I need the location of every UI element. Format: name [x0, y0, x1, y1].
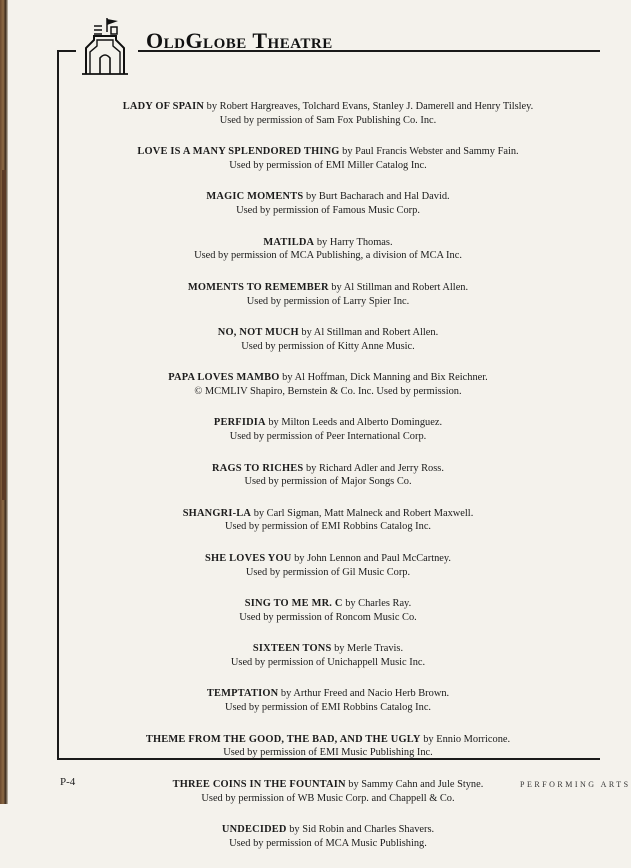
credit-entry	[60, 145, 596, 173]
permission-note: Used by permission of EMI Miller Catalog Inc.	[229, 159, 427, 171]
credit-entry	[60, 236, 596, 264]
song-authors: by Sid Robin and Charles Shavers.	[286, 824, 435, 835]
song-authors: by Carl Sigman, Matt Malneck and Robert Maxwell.	[251, 507, 474, 519]
permission-note: Used by permission of Sam Fox Publishing Co. Inc.	[219, 114, 437, 126]
credit-entry	[60, 552, 596, 580]
song-authors: by Burt Bacharach and Hal David.	[303, 191, 450, 203]
credit-entry	[60, 190, 596, 218]
credit-entry	[60, 823, 596, 851]
song-authors: by Al Stillman and Robert Allen.	[328, 281, 469, 293]
song-authors: by Ennio Morricone.	[420, 733, 511, 745]
song-authors: by Harry Thomas.	[314, 236, 393, 248]
permission-note: Used by permission of Kitty Anne Music.	[241, 340, 415, 352]
music-credits-list	[60, 100, 596, 868]
permission-note: Used by permission of WB Music Corp. and Chappell & Co.	[201, 792, 455, 804]
old-globe-building-icon	[80, 16, 130, 76]
song-title: NO, NOT MUCH	[217, 326, 299, 338]
song-authors: by Milton Leeds and Alberto Dominguez.	[265, 417, 443, 429]
credit-entry	[60, 326, 596, 354]
song-title: MAGIC MOMENTS	[206, 191, 304, 203]
credit-entry	[60, 100, 596, 128]
credit-entry	[60, 733, 596, 761]
song-title: SIXTEEN TONS	[252, 643, 332, 655]
credit-entry	[60, 371, 596, 399]
song-authors: by Al Stillman and Robert Allen.	[298, 326, 439, 338]
credit-entry	[60, 462, 596, 490]
permission-note: Used by permission of EMI Robbins Catalog Inc.	[224, 702, 432, 714]
permission-note: Used by permission of EMI Music Publishing Inc.	[223, 747, 433, 759]
song-title: LOVE IS A MANY SPLENDORED THING	[137, 146, 340, 158]
song-authors: by Paul Francis Webster and Sammy Fain.	[339, 146, 519, 158]
song-title: THREE COINS IN THE FOUNTAIN	[172, 778, 346, 790]
permission-note: Used by permission of Peer International Corp.	[229, 431, 427, 443]
song-title: SHE LOVES YOU	[204, 552, 292, 564]
song-authors: by Richard Adler and Jerry Ross.	[303, 462, 444, 474]
song-authors: by John Lennon and Paul McCartney.	[291, 552, 452, 564]
song-title: PERFIDIA	[213, 417, 266, 429]
credit-entry	[60, 416, 596, 444]
credit-entry	[60, 642, 596, 670]
credit-entry	[60, 281, 596, 309]
credit-entry	[60, 778, 596, 806]
song-title: SHANGRI-LA	[182, 507, 252, 519]
song-authors: by Arthur Freed and Nacio Herb Brown.	[278, 688, 450, 700]
permission-note: Used by permission of Famous Music Corp.	[236, 205, 420, 217]
song-title: LADY OF SPAIN	[122, 101, 205, 112]
song-authors: by Al Hoffman, Dick Manning and Bix Reichner.	[279, 372, 488, 384]
song-authors: by Robert Hargreaves, Tolchard Evans, Stanley J. Damerell and Henry Tilsley.	[204, 101, 534, 112]
song-title: RAGS TO RICHES	[212, 462, 304, 474]
permission-note: Used by permission of MCA Publishing, a division of MCA Inc.	[194, 250, 462, 262]
permission-note: Used by permission of Roncom Music Co.	[239, 611, 417, 623]
permission-note: Used by permission of Larry Spier Inc.	[246, 295, 410, 307]
theatre-brand-title: OldGlobe Theatre	[146, 28, 333, 53]
song-title: SING TO ME MR. C	[244, 598, 343, 610]
permission-note: Used by permission of MCA Music Publishing.	[229, 837, 427, 849]
song-title: THEME FROM THE GOOD, THE BAD, AND THE UGLY	[145, 733, 421, 745]
credit-entry	[60, 507, 596, 535]
permission-note: © MCMLIV Shapiro, Bernstein & Co. Inc. Used by permission.	[194, 385, 462, 397]
permission-note: Used by permission of Major Songs Co.	[244, 476, 412, 488]
page-binding-edge	[0, 0, 8, 804]
permission-note: Used by permission of EMI Robbins Catalog Inc.	[224, 521, 432, 533]
song-title: MOMENTS TO REMEMBER	[187, 281, 329, 293]
publication-name: PERFORMING ARTS	[520, 780, 631, 789]
song-authors: by Charles Ray.	[342, 598, 412, 610]
song-title: TEMPTATION	[206, 688, 279, 700]
credit-entry	[60, 597, 596, 625]
permission-note: Used by permission of Gil Music Corp.	[245, 566, 411, 578]
song-title: UNDECIDED	[221, 824, 287, 835]
song-authors: by Merle Travis.	[331, 643, 404, 655]
song-title: MATILDA	[263, 236, 315, 248]
credit-entry	[60, 687, 596, 715]
song-authors: by Sammy Cahn and Jule Styne.	[345, 778, 484, 790]
permission-note: Used by permission of Unichappell Music Inc.	[230, 657, 426, 669]
page-number: P-4	[60, 776, 76, 788]
song-title: PAPA LOVES MAMBO	[168, 372, 280, 384]
